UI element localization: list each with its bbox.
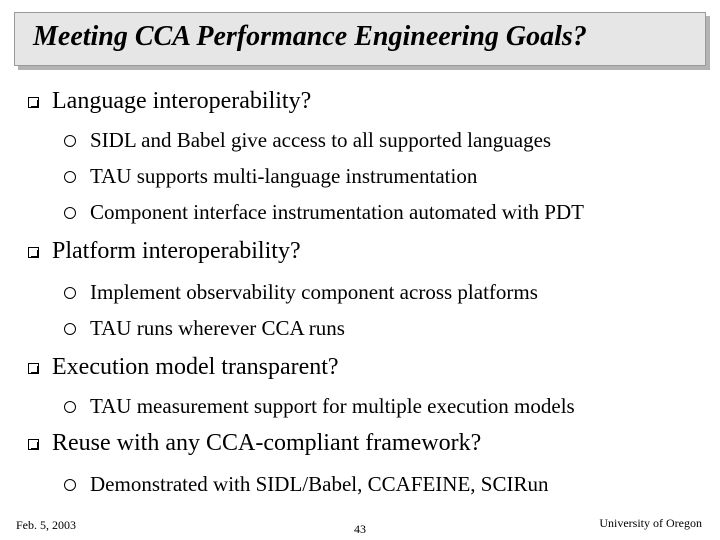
sub-bullet-text: TAU runs wherever CCA runs xyxy=(90,316,345,340)
sub-bullet-text: TAU supports multi-language instrumentation xyxy=(90,164,478,188)
square-bullet-icon xyxy=(28,97,39,108)
circle-bullet-icon xyxy=(64,287,76,299)
slide-title: Meeting CCA Performance Engineering Goals? xyxy=(33,21,587,52)
footer-organization: University of Oregon xyxy=(599,516,702,530)
sub-bullet-text: SIDL and Babel give access to all supported languages xyxy=(90,128,552,152)
sub-bullet-text: Component interface instrumentation automated with PDT xyxy=(90,200,584,224)
circle-bullet-icon xyxy=(64,207,76,219)
sub-bullet-text: TAU measurement support for multiple execution models xyxy=(90,394,575,418)
circle-bullet-icon xyxy=(64,323,76,335)
square-bullet-icon xyxy=(28,247,39,258)
bullet-text: Platform interoperability? xyxy=(52,238,301,264)
circle-bullet-icon xyxy=(64,401,76,413)
bullet-text: Reuse with any CCA-compliant framework? xyxy=(52,430,482,456)
circle-bullet-icon xyxy=(64,135,76,147)
sub-bullet-text: Implement observability component across platforms xyxy=(90,280,538,304)
square-bullet-icon xyxy=(28,439,39,450)
bullet-text: Language interoperability? xyxy=(52,88,312,114)
circle-bullet-icon xyxy=(64,171,76,183)
bullet-text: Execution model transparent? xyxy=(52,354,339,380)
square-bullet-icon xyxy=(28,363,39,374)
footer-date: Feb. 5, 2003 xyxy=(16,518,76,532)
circle-bullet-icon xyxy=(64,479,76,491)
page-number: 43 xyxy=(354,522,366,536)
sub-bullet-text: Demonstrated with SIDL/Babel, CCAFEINE, SCIRun xyxy=(90,472,549,496)
